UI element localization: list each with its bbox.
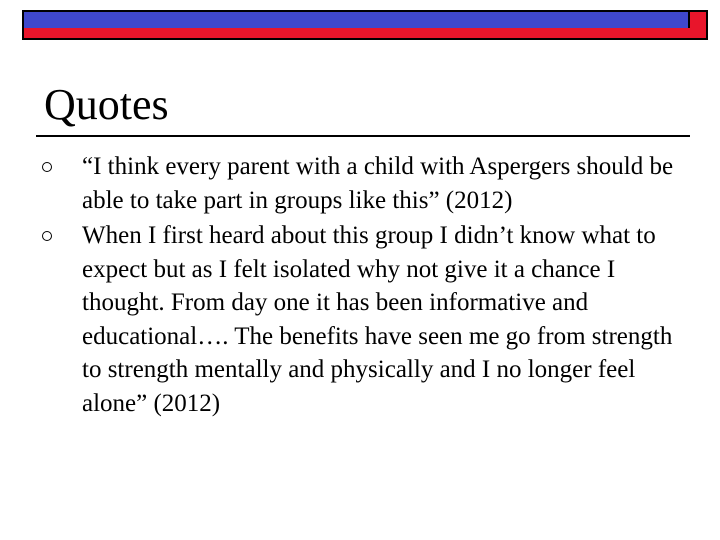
title-underline: [36, 135, 690, 137]
list-item-text: When I first heard about this group I didn’t know what to expect but as I felt isolated why not give it a chance I thought. From day one it has been informative and educational…. The benefits have seen me go from strength to strength mentally and physically and I no longer feel alone” (2012): [82, 222, 673, 417]
decorative-header-bar: [22, 10, 708, 40]
list-item-text: “I think every parent with a child with Aspergers should be able to take part in groups like this” (2012): [82, 153, 674, 214]
header-bar-red-band: [24, 28, 706, 38]
slide-title: Quotes: [44, 80, 169, 129]
header-bar-red-corner: [688, 12, 706, 28]
header-bar-blue-band: [24, 12, 688, 28]
hollow-circle-bullet-icon: [42, 162, 52, 172]
hollow-circle-bullet-icon: [42, 231, 52, 241]
quote-list: [40, 150, 690, 422]
list-item: [40, 219, 690, 420]
list-item: [40, 150, 690, 217]
header-bar-divider: [688, 12, 690, 28]
